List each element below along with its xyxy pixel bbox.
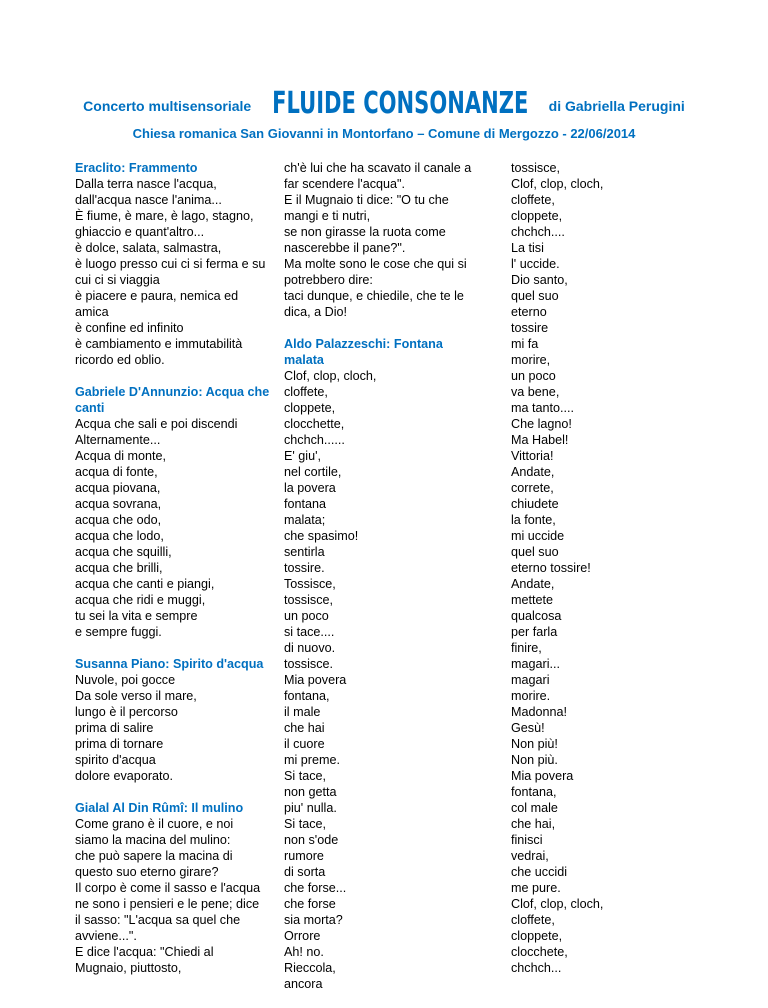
poem-line: taci dunque, e chiedile, che te le bbox=[284, 289, 464, 303]
poem-line: dall'acqua nasce l'anima... bbox=[75, 193, 222, 207]
poem-line: non getta bbox=[284, 785, 337, 799]
poem-line: Il corpo è come il sasso e l'acqua bbox=[75, 881, 261, 895]
poem-line: Ma Habel! bbox=[511, 433, 569, 447]
poem-line: acqua sovrana, bbox=[75, 497, 162, 511]
poem-line: tossire bbox=[511, 321, 549, 335]
poem-line: Andate, bbox=[511, 577, 555, 591]
poem-line: col male bbox=[511, 801, 558, 815]
poem-line: Nuvole, poi gocce bbox=[75, 673, 176, 687]
poem-line: mi fa bbox=[511, 337, 539, 351]
poem-line: un poco bbox=[511, 369, 556, 383]
poem-line: Madonna! bbox=[511, 705, 568, 719]
poem-line: è piacere e paura, nemica ed bbox=[75, 289, 239, 303]
poem-line: che può sapere la macina di bbox=[75, 849, 233, 863]
poem-line: cui ci si viaggia bbox=[75, 273, 160, 287]
poem-line: se non girasse la ruota come bbox=[284, 225, 446, 239]
poem-line: fontana, bbox=[284, 689, 330, 703]
poem-title: canti bbox=[75, 401, 105, 415]
poem-line: acqua che lodo, bbox=[75, 529, 164, 543]
poem-line: Ah! no. bbox=[284, 945, 324, 959]
poem-line: e sempre fuggi. bbox=[75, 625, 162, 639]
poem-line: Mia povera bbox=[511, 769, 574, 783]
poem-line: per farla bbox=[511, 625, 558, 639]
poem-line: rumore bbox=[284, 849, 324, 863]
poem-line: Clof, clop, cloch, bbox=[511, 897, 604, 911]
poem-line: La tisi bbox=[511, 241, 544, 255]
poem-line: acqua che odo, bbox=[75, 513, 162, 527]
poem-line: è luogo presso cui ci si ferma e su bbox=[75, 257, 266, 271]
poem-line: che hai bbox=[284, 721, 325, 735]
poem-line: cloffete, bbox=[284, 385, 328, 399]
poem-line: mi preme. bbox=[284, 753, 340, 767]
poem-title: Eraclito: Frammento bbox=[75, 161, 198, 175]
poem-line: che spasimo! bbox=[284, 529, 359, 543]
poem-line: chchch... bbox=[511, 961, 562, 975]
poem-line: Clof, clop, cloch, bbox=[511, 177, 604, 191]
poem-line: Dio santo, bbox=[511, 273, 568, 287]
poem-line: lungo è il percorso bbox=[75, 705, 178, 719]
poem-line: Alternamente... bbox=[75, 433, 161, 447]
poem-line: Dalla terra nasce l'acqua, bbox=[75, 177, 217, 191]
poem-line: fontana bbox=[284, 497, 327, 511]
poem-line: cloffete, bbox=[511, 193, 555, 207]
poem-line: morire, bbox=[511, 353, 551, 367]
poem-line: prima di salire bbox=[75, 721, 154, 735]
poem-line: Mugnaio, piuttosto, bbox=[75, 961, 182, 975]
poem-line: cloffete, bbox=[511, 913, 555, 927]
poem-title: malata bbox=[284, 353, 324, 367]
poem-line: mettete bbox=[511, 593, 553, 607]
poem-line: sia morta? bbox=[284, 913, 343, 927]
text-column-3 bbox=[511, 160, 621, 992]
poem-line: è dolce, salata, salmastra, bbox=[75, 241, 222, 255]
poem-line: eterno tossire! bbox=[511, 561, 591, 575]
poem-line: spirito d'acqua bbox=[75, 753, 156, 767]
poem-line: di sorta bbox=[284, 865, 326, 879]
poem-line: acqua di fonte, bbox=[75, 465, 158, 479]
poem-line: Rieccola, bbox=[284, 961, 336, 975]
poem-line: il sasso: "L'acqua sa quel che bbox=[75, 913, 241, 927]
poem-line: me pure. bbox=[511, 881, 561, 895]
poem-line: clocchete, bbox=[511, 945, 568, 959]
poem-line: acqua che brilli, bbox=[75, 561, 163, 575]
poem-line: mi uccide bbox=[511, 529, 565, 543]
poem-line: mangi e ti nutri, bbox=[284, 209, 371, 223]
poem-line: quel suo bbox=[511, 289, 559, 303]
poem-line: dica, a Dio! bbox=[284, 305, 347, 319]
poem-line: malata; bbox=[284, 513, 326, 527]
poem-line: acqua che canti e piangi, bbox=[75, 577, 215, 591]
poem-line: prima di tornare bbox=[75, 737, 164, 751]
poem-line: il cuore bbox=[284, 737, 325, 751]
poem-line: finire, bbox=[511, 641, 542, 655]
poem-line: potrebbero dire: bbox=[284, 273, 373, 287]
poem-line: È fiume, è mare, è lago, stagno, bbox=[75, 209, 254, 223]
poem-line: ricordo ed oblio. bbox=[75, 353, 165, 367]
poem-line: amica bbox=[75, 305, 109, 319]
poem-line: è cambiamento e immutabilità bbox=[75, 337, 243, 351]
poem-block bbox=[284, 336, 480, 992]
poem-line: fontana, bbox=[511, 785, 557, 799]
poem-line: chchch.... bbox=[511, 225, 565, 239]
poem-line: tossisce. bbox=[284, 657, 333, 671]
poem-line: Clof, clop, cloch, bbox=[284, 369, 377, 383]
event-title: FLUIDE CONSONANZE bbox=[271, 86, 529, 121]
poem-line: l' uccide. bbox=[511, 257, 560, 271]
poem-line: siamo la macina del mulino: bbox=[75, 833, 231, 847]
poem-line: magari... bbox=[511, 657, 560, 671]
poem-line: Da sole verso il mare, bbox=[75, 689, 197, 703]
poem-line: correte, bbox=[511, 481, 554, 495]
poem-title: Gabriele D'Annunzio: Acqua che bbox=[75, 385, 270, 399]
poem-line: eterno bbox=[511, 305, 547, 319]
text-column-2 bbox=[284, 160, 480, 1008]
poem-line: nel cortile, bbox=[284, 465, 342, 479]
poem-block bbox=[75, 384, 270, 640]
poem-line: cloppete, bbox=[511, 929, 563, 943]
poem-line: Acqua di monte, bbox=[75, 449, 167, 463]
poem-line: un poco bbox=[284, 609, 329, 623]
poem-line: non s'ode bbox=[284, 833, 339, 847]
poem-block bbox=[75, 656, 265, 784]
poem-line: finisci bbox=[511, 833, 543, 847]
poem-line: qualcosa bbox=[511, 609, 562, 623]
poem-line: E' giu', bbox=[284, 449, 322, 463]
poem-line: la fonte, bbox=[511, 513, 556, 527]
poem-line: tossire. bbox=[284, 561, 325, 575]
poem-line: Si tace, bbox=[284, 769, 326, 783]
poem-line: clocchette, bbox=[284, 417, 345, 431]
poem-line: Si tace, bbox=[284, 817, 326, 831]
event-subtitle: Chiesa romanica San Giovanni in Montorfano – Comune di Mergozzo - 22/06/2014 bbox=[132, 126, 636, 141]
poem-line: ancora bbox=[284, 977, 323, 991]
poem-line: dolore evaporato. bbox=[75, 769, 174, 783]
poem-block bbox=[75, 160, 265, 368]
title-suffix: di Gabriella Perugini bbox=[548, 98, 685, 114]
poem-line: Tossisce, bbox=[284, 577, 336, 591]
poem-line: quel suo bbox=[511, 545, 559, 559]
poem-line: Vittoria! bbox=[511, 449, 554, 463]
poem-line: cloppete, bbox=[284, 401, 336, 415]
poem-line: far scendere l'acqua". bbox=[284, 177, 405, 191]
poem-line: ma tanto.... bbox=[511, 401, 574, 415]
poem-line: tossisce, bbox=[511, 161, 560, 175]
poem-line: di nuovo. bbox=[284, 641, 336, 655]
poem-line: Mia povera bbox=[284, 673, 347, 687]
poem-line: cloppete, bbox=[511, 209, 563, 223]
poem-title: Susanna Piano: Spirito d'acqua bbox=[75, 657, 264, 671]
poem-title: Gialal Al Din Rûmî: Il mulino bbox=[75, 801, 244, 815]
poem-line: Andate, bbox=[511, 465, 555, 479]
poem-line: che uccidi bbox=[511, 865, 568, 879]
poem-line: che forse bbox=[284, 897, 336, 911]
poem-line: sentirla bbox=[284, 545, 325, 559]
poem-line: morire. bbox=[511, 689, 551, 703]
poem-line: Che lagno! bbox=[511, 417, 572, 431]
poem-line: va bene, bbox=[511, 385, 560, 399]
poem-line: ne sono i pensieri e le pene; dice bbox=[75, 897, 260, 911]
poem-line: Ma molte sono le cose che qui si bbox=[284, 257, 467, 271]
poem-line: Gesù! bbox=[511, 721, 545, 735]
poem-line: acqua che squilli, bbox=[75, 545, 172, 559]
title-prefix: Concerto multisensoriale bbox=[83, 98, 252, 114]
text-column-1 bbox=[75, 160, 270, 992]
poem-line: chchch...... bbox=[284, 433, 345, 447]
poem-line: Non più! bbox=[511, 737, 558, 751]
poem-line: vedrai, bbox=[511, 849, 549, 863]
poem-line: Acqua che sali e poi discendi bbox=[75, 417, 238, 431]
poem-line: Orrore bbox=[284, 929, 321, 943]
poem-line: il male bbox=[284, 705, 321, 719]
poem-line: questo suo eterno girare? bbox=[75, 865, 219, 879]
poem-line: tossisce, bbox=[284, 593, 333, 607]
poem-line: piu' nulla. bbox=[284, 801, 337, 815]
poem-line: che forse... bbox=[284, 881, 347, 895]
poem-line: Come grano è il cuore, e noi bbox=[75, 817, 234, 831]
poem-line: ghiaccio e quant'altro... bbox=[75, 225, 205, 239]
title-line bbox=[0, 86, 768, 121]
poem-line: acqua piovana, bbox=[75, 481, 161, 495]
poem-line: Non più. bbox=[511, 753, 558, 767]
poem-line: E dice l'acqua: "Chiedi al bbox=[75, 945, 214, 959]
poem-block bbox=[511, 160, 621, 976]
poem-line: avviene...". bbox=[75, 929, 137, 943]
poem-title: Aldo Palazzeschi: Fontana bbox=[284, 337, 443, 351]
poem-line: si tace.... bbox=[284, 625, 335, 639]
poem-line: magari bbox=[511, 673, 550, 687]
poem-block bbox=[75, 800, 265, 976]
poem-line: chiudete bbox=[511, 497, 559, 511]
poem-line: è confine ed infinito bbox=[75, 321, 184, 335]
poem-line: la povera bbox=[284, 481, 336, 495]
poem-line: che hai, bbox=[511, 817, 556, 831]
poem-line: E il Mugnaio ti dice: "O tu che bbox=[284, 193, 449, 207]
poem-line: tu sei la vita e sempre bbox=[75, 609, 198, 623]
poem-line: ch'è lui che ha scavato il canale a bbox=[284, 161, 472, 175]
poem-line: acqua che ridi e muggi, bbox=[75, 593, 206, 607]
poem-line: nascerebbe il pane?". bbox=[284, 241, 406, 255]
poem-block bbox=[284, 160, 480, 320]
